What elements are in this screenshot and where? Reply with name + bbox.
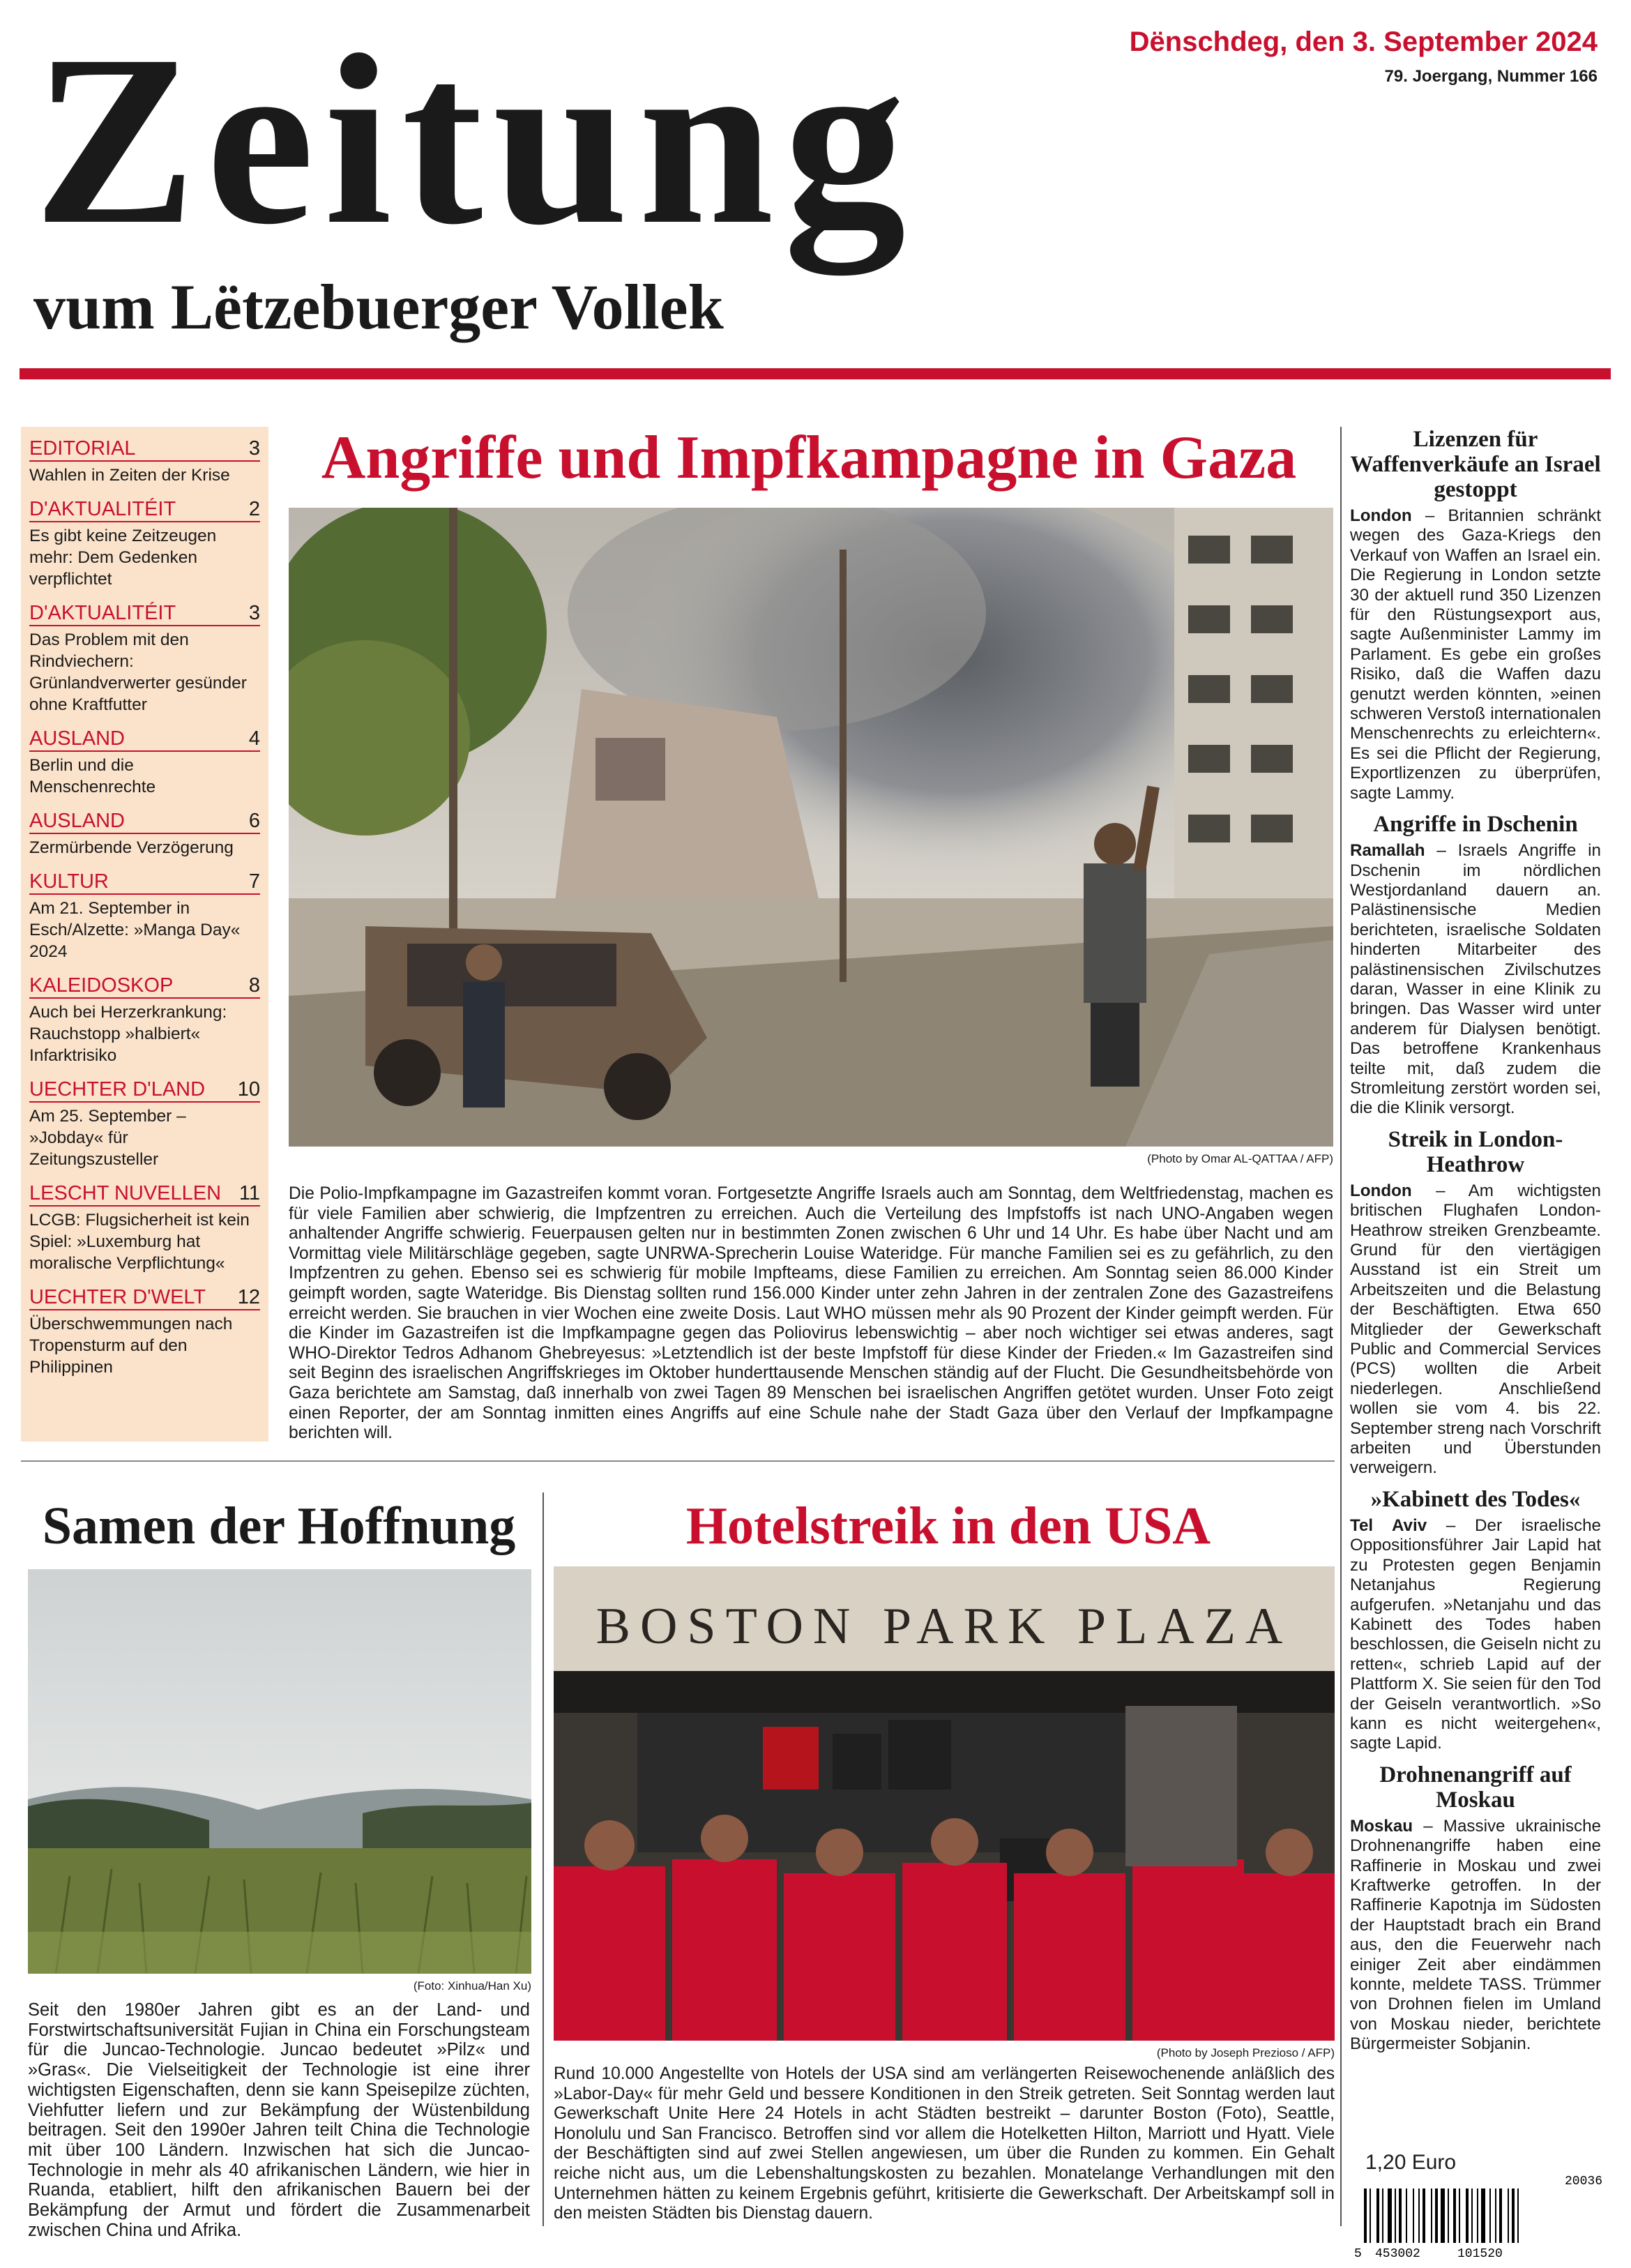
- barcode-bar: [1471, 2188, 1473, 2243]
- price: 1,20 Euro: [1365, 2151, 1457, 2174]
- barcode-bar: [1399, 2188, 1402, 2243]
- index-heading: [29, 1285, 260, 1310]
- column-rule: [1340, 427, 1342, 2226]
- contents-index: [21, 427, 268, 1442]
- brief-dateline: Tel Aviv: [1350, 1515, 1427, 1535]
- index-section: AUSLAND: [29, 727, 125, 750]
- brief-text: – Massive ukrainische Drohnenangriffe haben eine Raffinerie in Moskau und zwei Kraftwerke getroffen. In der Raffinerie Kapotnja im Südosten der Hauptstadt brach ein Brand aus, den die Feuerwehr nach einiger Zeit aber eindämmen konnte, meldete TASS. Trümmer von Drohnen fielen im Umland von Moskau nieder, berichtete Bürgermeister Sobjanin.: [1350, 1816, 1601, 2054]
- samen-body-text: Seit den 1980er Jahren gibt es an der Land- und Forstwirtschaftsuniversität Fujian in China ein Forschungsteam für die Juncao-Technologie. Juncao bedeutet »Pilz« und »Gras«. Die Vielseitigkeit der Technologie ist eine ihrer wichtigsten Eigenschaften, denn sie kann Speisepilze züchten, Viehfutter liefern und zur Bekämpfung der Wüstenbildung beitragen. Seit den 1990er Jahren teilt China die Technologie mit über 100 Ländern. Inzwischen hat sich die Juncao-Technologie in mehr als 40 afrikanischen Ländern, wie hier in Ruanda, etabliert, hilft den afrikanischen Bauern bei der Bekämpfung der Armut und fördert die Zusammenarbeit zwischen China und Afrika.: [28, 2000, 530, 2240]
- hotel-headline: Hotelstreik in den USA: [685, 1497, 1211, 1555]
- hotel-sign-text: BOSTON PARK PLAZA: [595, 1598, 1293, 1655]
- brief-body: [1350, 841, 1601, 1119]
- index-heading: [29, 1181, 260, 1207]
- brief-text: – Der israelische Oppositionsführer Jair Lapid hat zu Protesten gegen Benjamin Netanjahus Regierung aufgerufen. »Netanjahu und das Kabinett des Todes haben beschlossen, die Geiseln nicht zu retten«, schrieb Lapid auf der Plattform X. Sie seien für den Tod der Geiseln verantwortlich. »So kann es nicht weitergehen«, sagte Lapid.: [1350, 1515, 1601, 1753]
- index-teaser: Wahlen in Zeiten der Krise: [29, 466, 230, 485]
- barcode-bar: [1517, 2188, 1519, 2243]
- news-briefs-column: [1350, 427, 1601, 2063]
- brief-dateline: Moskau: [1350, 1816, 1413, 1836]
- index-heading: [29, 809, 260, 834]
- brief-body: [1350, 1516, 1601, 1754]
- barcode-bar: [1364, 2188, 1367, 2243]
- issue-date: Dënschdeg, den 3. September 2024: [1129, 27, 1598, 57]
- barcode-bar: [1459, 2188, 1460, 2243]
- barcode-bar: [1418, 2188, 1420, 2243]
- section-rule: [21, 1460, 1335, 1462]
- index-section: KALEIDOSKOP: [29, 974, 174, 997]
- lead-headline: Angriffe und Impfkampagne in Gaza: [321, 424, 1297, 492]
- brief-headline: Drohnenangriff auf Moskau: [1379, 1762, 1572, 1813]
- index-page-number: 2: [248, 498, 260, 520]
- index-item: [29, 497, 260, 590]
- brief-text: – Britannien schränkt wegen des Gaza-Kriegs den Verkauf von Waffen an Israel ein. Die Regierung in London setzte 30 der aktuell rund 350 Lizenzen für den Rüstungsexport aus, sagte Außenminister Lammy im Parlament. Es gebe ein großes Risiko, daß die Waffen dazu genutzt werden könnten, »einen schweren Verstoß internationalen Menschenrechts zu erleichtern«. Es sei die Pflicht der Regierung, Exportlizenzen zu überprüfen, sagte Lammy.: [1350, 506, 1601, 803]
- index-section: UECHTER D'LAND: [29, 1078, 206, 1101]
- barcode-bar: [1413, 2188, 1414, 2243]
- brief-headline: Angriffe in Dschenin: [1373, 812, 1578, 838]
- column-rule: [543, 1492, 544, 2226]
- index-page-number: 12: [237, 1286, 260, 1308]
- barcode-bar: [1376, 2188, 1379, 2243]
- index-section: KULTUR: [29, 870, 109, 893]
- index-heading: [29, 870, 260, 895]
- barcode-bar: [1431, 2188, 1432, 2243]
- index-item: [29, 870, 260, 962]
- brief-text: – Israels Angriffe in Dschenin im nördlichen Westjordanland dauern an. Palästinensische Medien berichteten, israelische Soldaten hinderten Mitarbeiter des palästinensischen Zivilschutzes daran, Wasser in eine Klinik zu bringen. Das Wasser wird unter anderem für Dialysen benötigt. Das betroffene Krankenhaus teilte mit, daß zudem die Stromleitung zerstört worden sei, die die Klinik versorgt.: [1350, 841, 1601, 1118]
- brief-body: [1350, 506, 1601, 803]
- barcode-bar: [1382, 2188, 1383, 2243]
- index-item: [29, 974, 260, 1066]
- barcode-right: 101520: [1457, 2247, 1503, 2258]
- samen-photo: [28, 1569, 531, 1974]
- index-page-number: 3: [248, 437, 260, 460]
- brief-dateline: London: [1350, 506, 1412, 525]
- barcode-bar: [1512, 2188, 1515, 2243]
- hotel-strike-photo: [554, 1566, 1335, 2041]
- index-teaser: Am 21. September in Esch/Alzette: »Manga Day« 2024: [29, 899, 241, 961]
- index-page-number: 6: [248, 810, 260, 832]
- barcode-bar: [1406, 2188, 1407, 2243]
- index-teaser: Zermürbende Verzögerung: [29, 838, 234, 857]
- index-item: [29, 437, 260, 486]
- barcode-bar: [1435, 2188, 1438, 2243]
- index-teaser: Überschwemmungen nach Tropensturm auf den Philippinen: [29, 1315, 233, 1377]
- index-teaser: LCGB: Flugsicherheit ist kein Spiel: »Luxemburg hat moralische Verpflichtung«: [29, 1211, 250, 1273]
- index-section: EDITORIAL: [29, 437, 136, 460]
- index-section: D'AKTUALITÉIT: [29, 602, 176, 624]
- index-teaser: Berlin und die Menschenrechte: [29, 756, 156, 796]
- index-teaser: Es gibt keine Zeitzeugen mehr: Dem Gedenken verpflichtet: [29, 527, 217, 589]
- hotel-body-text: Rund 10.000 Angestellte von Hotels der USA sind am verlängerten Reisewochenende anläßlich des »Labor-Day« für mehr Geld und bessere Konditionen in den Streik getreten. Seit Sonntag werden laut Gewerkschaft Unite Here 24 Hotels in acht Städten bestreikt – darunter Boston (Foto), Seattle, Honolulu und San Francisco. Betroffen sind vor allem die Hotelketten Hilton, Marriott und Hyatt. Viele der Beschäftigten sind auf zwei Stellen angewiesen, um über die Runden zu kommen. Ein Gehalt reiche nicht aus, um die Lebenshaltungskosten zu bezahlen. Monatelange Verhandlungen mit den Unternehmen hätten zu keinem Ergebnis geführt, kritisierte die Gewerkschaft. Der Arbeitskampf soll in den meisten Städten bis Dienstag dauern.: [554, 2064, 1335, 2223]
- index-page-number: 8: [248, 974, 260, 997]
- index-section: D'AKTUALITÉIT: [29, 498, 176, 520]
- brief-body: [1350, 1817, 1601, 2055]
- samen-headline: Samen der Hoffnung: [42, 1497, 516, 1555]
- index-teaser: Das Problem mit den Rindviechern: Grünlandverwerter gesünder ohne Kraftfutter: [29, 630, 247, 714]
- index-section: UECHTER D'WELT: [29, 1286, 206, 1308]
- index-item: [29, 809, 260, 859]
- masthead-title: Zeitung: [33, 4, 916, 275]
- barcode-bar: [1508, 2188, 1509, 2243]
- index-item: [29, 601, 260, 716]
- issue-number: 79. Joergang, Nummer 166: [1384, 67, 1598, 86]
- barcode-bar: [1453, 2188, 1456, 2243]
- index-heading: [29, 974, 260, 999]
- index-heading: [29, 601, 260, 626]
- barcode-bar: [1448, 2188, 1449, 2243]
- index-heading: [29, 1078, 260, 1103]
- index-heading: [29, 497, 260, 522]
- index-heading: [29, 727, 260, 752]
- hotel-photo-credit: (Photo by Joseph Prezioso / AFP): [1156, 2046, 1335, 2059]
- brief-headline: »Kabinett des Todes«: [1370, 1486, 1581, 1512]
- brief-dateline: Ramallah: [1350, 841, 1425, 861]
- index-heading: [29, 437, 260, 462]
- barcode-bar: [1395, 2188, 1396, 2243]
- index-page-number: 11: [238, 1182, 260, 1204]
- index-item: [29, 1285, 260, 1378]
- masthead-subtitle: vum Lëtzebuerger Vollek: [33, 271, 724, 342]
- index-item: [29, 1078, 260, 1170]
- barcode-bar: [1370, 2188, 1371, 2243]
- brief-body: [1350, 1181, 1601, 1479]
- barcode-bar: [1388, 2188, 1392, 2243]
- barcode-bar: [1495, 2188, 1496, 2243]
- index-item: [29, 1181, 260, 1274]
- barcode-bar: [1489, 2188, 1491, 2243]
- gaza-photo: [289, 508, 1333, 1147]
- brief-headline: Streik in London-Heathrow: [1388, 1126, 1563, 1177]
- index-teaser: Am 25. September – »Jobday« für Zeitungszusteller: [29, 1107, 186, 1169]
- index-section: LESCHT NUVELLEN: [29, 1182, 222, 1204]
- barcode: [1354, 2176, 1605, 2258]
- brief-dateline: London: [1350, 1181, 1412, 1200]
- gaza-photo-credit: (Photo by Omar AL-QATTAA / AFP): [1147, 1152, 1333, 1165]
- barcode-addon: 20036: [1565, 2176, 1603, 2188]
- index-section: AUSLAND: [29, 810, 125, 832]
- barcode-bar: [1466, 2188, 1469, 2243]
- index-teaser: Auch bei Herzerkrankung: Rauchstopp »halbiert« Infarktrisiko: [29, 1003, 227, 1065]
- barcode-bar: [1423, 2188, 1425, 2243]
- index-page-number: 4: [248, 727, 260, 750]
- barcode-digit: 5: [1354, 2247, 1362, 2258]
- barcode-bar: [1481, 2188, 1485, 2243]
- barcode-bar: [1499, 2188, 1502, 2243]
- barcode-bar: [1477, 2188, 1478, 2243]
- barcode-bar: [1441, 2188, 1445, 2243]
- brief-headline: Lizenzen für Waffenverkäufe an Israel gestoppt: [1350, 427, 1601, 502]
- index-page-number: 7: [248, 870, 260, 893]
- index-page-number: 10: [237, 1078, 260, 1101]
- index-item: [29, 727, 260, 798]
- lead-body-text: Die Polio-Impfkampagne im Gazastreifen kommt voran. Fortgesetzte Angriffe Israels auch am Sonntag, dem Weltfriedenstag, machen es für viele Familien aber schwierig, die Impfzentren zu erreichen. Auch die Verteilung des Impfstoffs ist nach UNO-Angaben wegen anhaltender Angriffe schwierig. Feuerpausen gelten nur in bestimmten Zonen zwischen 6 Uhr und 14 Uhr. Es habe über Nacht und am Vormittag viele Militärschläge gegeben, sagte UNRWA-Sprecherin Louise Wateridge. Für manche Familien sei es zu gefährlich, zu den Impfzentren zu gehen. Ebenso sei es schwierig für mobile Impfteams, diese Familien zu erreichen. Am Sonntag seien 86.000 Kinder geimpft worden, sagte Wateridge. Bis Dienstag sollten rund 156.000 Kinder unter zehn Jahren in der zentralen Zone des Gazastreifens erreicht werden. Sie brauchen in vier Wochen eine zweite Dosis. Laut WHO müssen mehr als 90 Prozent der Kinder geimpft werden. Für die Kinder im Gazastreifen ist die Impfkampagne gegen das Poliovirus lebenswichtig – aber noch wichtiger sei etwas anderes, sagt WHO-Direktor Tedros Adhanom Ghebreyesus: »Letztendlich ist der beste Impfstoff für diese Kinder der Frieden.« Im Gazastreifen sind seit Beginn des israelischen Angriffskrieges im Oktober hunderttausende Menschen ständig auf der Flucht. Die Gesundheitsbehörde von Gaza berichtete am Samstag, daß innerhalb von zwei Tagen 89 Menschen bei israelischen Angriffen getötet wurden. Unser Foto zeigt einen Reporter, der am Sonntag inmitten eines Angriffs auf eine Schule nahe der Stadt Gaza über den Verlauf der Impfkampagne berichten will.: [289, 1184, 1333, 1443]
- brief-text: – Am wichtigsten britischen Flughafen London-Heathrow streiken Grenzbeamte. Grund für den viertägigen Ausstand ist ein Streit um Arbeitszeiten und die Belastung der Beschäftigten. Etwa 650 Mitglieder der Gewerkschaft Public and Commercial Services (PCS) wollten die Arbeit niederlegen. Anschließend wollen sie vom 4. bis 22. September streng nach Vorschrift arbeiten und Überstunden verweigern.: [1350, 1181, 1601, 1478]
- barcode-left: 453002: [1375, 2247, 1420, 2258]
- samen-photo-credit: (Foto: Xinhua/Han Xu): [413, 1979, 531, 1993]
- index-page-number: 3: [248, 602, 260, 624]
- masthead-rule: [20, 368, 1611, 379]
